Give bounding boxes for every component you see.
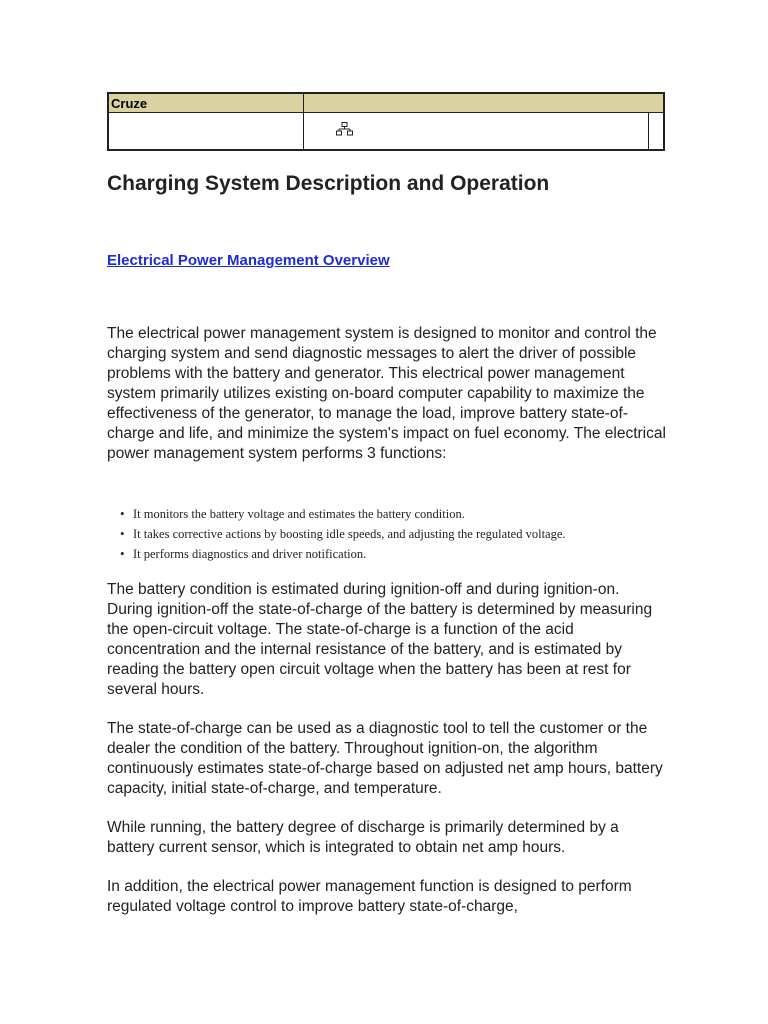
body-cell-right bbox=[649, 113, 665, 151]
list-item: • It monitors the battery voltage and estimates the battery condition. bbox=[119, 504, 679, 524]
hierarchy-tree-icon[interactable] bbox=[336, 122, 353, 136]
body-cell-middle bbox=[304, 113, 649, 151]
paragraph-while-running: While running, the battery degree of discharge is primarily determined by a battery current sensor, which is integrated to obtain net amp hours. bbox=[107, 819, 619, 856]
paragraph-intro: The electrical power management system is designed to monitor and control the charging system and send diagnostic messages to alert the driver of possible problems with the battery and generator. This electrical power management system primarily utilizes existing on-board computer capability to maximize the effectiveness of the generator, to manage the load, improve battery state-of-charge and life, and minimize the system's impact on fuel economy. The electrical power management system performs 3 functions: bbox=[107, 325, 666, 462]
list-item: • It takes corrective actions by boosting idle speeds, and adjusting the regulated voltage. bbox=[119, 524, 679, 544]
header-table-head-row bbox=[108, 93, 664, 113]
paragraph-battery-condition: The battery condition is estimated during ignition-off and during ignition-on. During ignition-off the state-of-charge of the battery is determined by measuring the open-circuit voltage. The state-of-charge is a function of the acid concentration and the internal resistance of the battery, and is estimated by reading the battery open circuit voltage when the battery has been at rest for several hours. bbox=[107, 581, 653, 698]
functions-list bbox=[107, 504, 679, 564]
paragraph-in-addition: In addition, the electrical power management function is designed to perform regulated voltage control to improve battery state-of-charge, bbox=[107, 878, 632, 915]
list-item: • It performs diagnostics and driver notification. bbox=[119, 544, 679, 564]
header-empty-cell bbox=[304, 93, 665, 113]
electrical-power-management-overview-link[interactable]: Electrical Power Management Overview bbox=[107, 252, 390, 269]
header-table bbox=[107, 92, 665, 151]
document-page bbox=[107, 92, 667, 915]
page-title: Charging System Description and Operation bbox=[107, 172, 550, 195]
paragraph-state-of-charge: The state-of-charge can be used as a diagnostic tool to tell the customer or the dealer the condition of the battery. Throughout ignition-on, the algorithm continuously estimates state-of-charge based on adjusted net amp hours, battery capacity, initial state-of-charge, and temperature. bbox=[107, 720, 663, 797]
header-table-body-row bbox=[108, 113, 664, 151]
body-cell-left bbox=[108, 113, 304, 151]
model-cell: Cruze bbox=[108, 93, 304, 113]
